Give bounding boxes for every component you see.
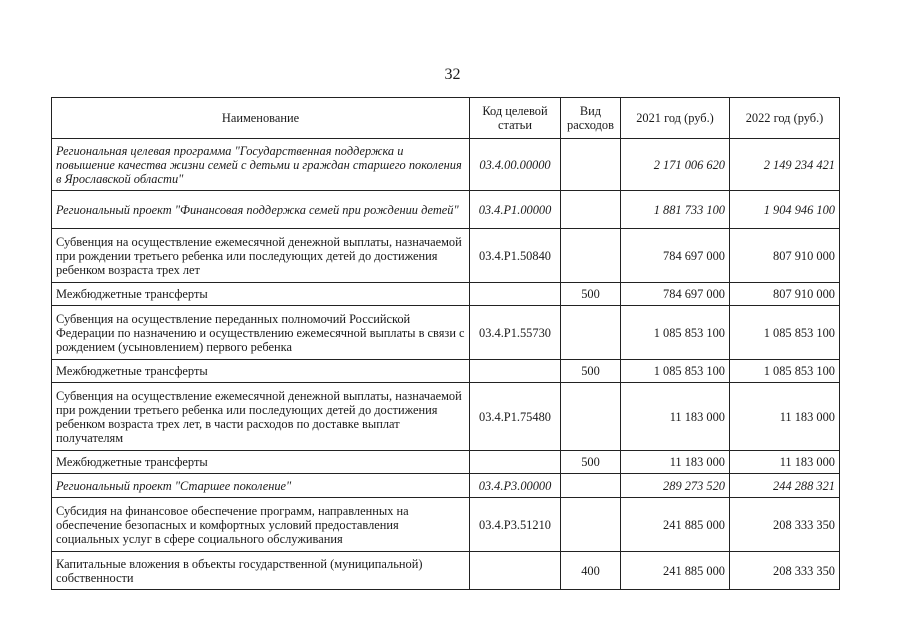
row-code: 03.4.00.00000: [470, 139, 561, 191]
row-code: [470, 451, 561, 474]
table-row: [52, 552, 840, 590]
header-2022: 2022 год (руб.): [730, 98, 840, 139]
row-code: 03.4.P1.55730: [470, 306, 561, 360]
row-2021: 1 085 853 100: [621, 360, 730, 383]
row-type: [561, 498, 621, 552]
row-2022: 807 910 000: [730, 229, 840, 283]
row-2022: 208 333 350: [730, 498, 840, 552]
row-code: 03.4.P3.51210: [470, 498, 561, 552]
table-row: [52, 306, 840, 360]
table-row: [52, 474, 840, 498]
row-name: Субвенция на осуществление переданных полномочий Российской Федерации по назначению и осуществлению ежемесячной выплаты в связи с рождением (усыновлением) первого ребенка: [52, 306, 470, 360]
table-row: [52, 498, 840, 552]
row-2022: 807 910 000: [730, 283, 840, 306]
row-name: Межбюджетные трансферты: [52, 283, 470, 306]
row-2021: 784 697 000: [621, 229, 730, 283]
row-name: Субвенция на осуществление ежемесячной денежной выплаты, назначаемой при рождении третьего ребенка или последующих детей до достижения ребенком возраста трех лет, в части расходов по доставке выплат получателям: [52, 383, 470, 451]
row-name: Межбюджетные трансферты: [52, 451, 470, 474]
row-2021: 289 273 520: [621, 474, 730, 498]
row-2022: 11 183 000: [730, 383, 840, 451]
row-2022: 1 085 853 100: [730, 306, 840, 360]
table-row: [52, 229, 840, 283]
row-code: 03.4.P3.00000: [470, 474, 561, 498]
row-2022: 1 085 853 100: [730, 360, 840, 383]
row-type: [561, 474, 621, 498]
row-type: 500: [561, 360, 621, 383]
row-name: Субвенция на осуществление ежемесячной денежной выплаты, назначаемой при рождении третьего ребенка или последующих детей до достижения ребенком возраста трех лет: [52, 229, 470, 283]
row-2021: 241 885 000: [621, 552, 730, 590]
row-2022: 11 183 000: [730, 451, 840, 474]
row-type: [561, 306, 621, 360]
page-number: 32: [444, 66, 461, 83]
row-name: Межбюджетные трансферты: [52, 360, 470, 383]
row-name: Региональный проект "Финансовая поддержка семей при рождении детей": [52, 191, 470, 229]
row-type: 500: [561, 451, 621, 474]
row-code: 03.4.P1.00000: [470, 191, 561, 229]
row-name: Региональная целевая программа "Государственная поддержка и повышение качества жизни семей с детьми и граждан старшего поколения в Ярославской области": [52, 139, 470, 191]
row-2022: 208 333 350: [730, 552, 840, 590]
row-2022: 2 149 234 421: [730, 139, 840, 191]
row-name: Субсидия на финансовое обеспечение программ, направленных на обеспечение безопасных и комфортных условий предоставления социальных услуг в сфере социального обслуживания: [52, 498, 470, 552]
row-code: [470, 552, 561, 590]
row-2021: 784 697 000: [621, 283, 730, 306]
table-row: [52, 383, 840, 451]
row-code: 03.4.P1.75480: [470, 383, 561, 451]
header-code: Код целевой статьи: [470, 98, 561, 139]
row-code: [470, 283, 561, 306]
table-header-row: [52, 98, 840, 139]
row-type: [561, 383, 621, 451]
table-row: [52, 139, 840, 191]
table-row: [52, 191, 840, 229]
row-2022: 1 904 946 100: [730, 191, 840, 229]
row-2022: 244 288 321: [730, 474, 840, 498]
budget-table: [51, 97, 840, 590]
row-code: 03.4.P1.50840: [470, 229, 561, 283]
row-2021: 1 085 853 100: [621, 306, 730, 360]
row-2021: 1 881 733 100: [621, 191, 730, 229]
row-name: Капитальные вложения в объекты государственной (муниципальной) собственности: [52, 552, 470, 590]
header-name: Наименование: [52, 98, 470, 139]
header-2021: 2021 год (руб.): [621, 98, 730, 139]
row-2021: 241 885 000: [621, 498, 730, 552]
table-row: [52, 283, 840, 306]
row-2021: 11 183 000: [621, 383, 730, 451]
row-type: [561, 229, 621, 283]
row-2021: 11 183 000: [621, 451, 730, 474]
row-type: [561, 191, 621, 229]
row-type: 500: [561, 283, 621, 306]
table-row: [52, 451, 840, 474]
table-row: [52, 360, 840, 383]
header-type: Вид расходов: [561, 98, 621, 139]
row-2021: 2 171 006 620: [621, 139, 730, 191]
row-code: [470, 360, 561, 383]
row-type: 400: [561, 552, 621, 590]
row-type: [561, 139, 621, 191]
row-name: Региональный проект "Старшее поколение": [52, 474, 470, 498]
